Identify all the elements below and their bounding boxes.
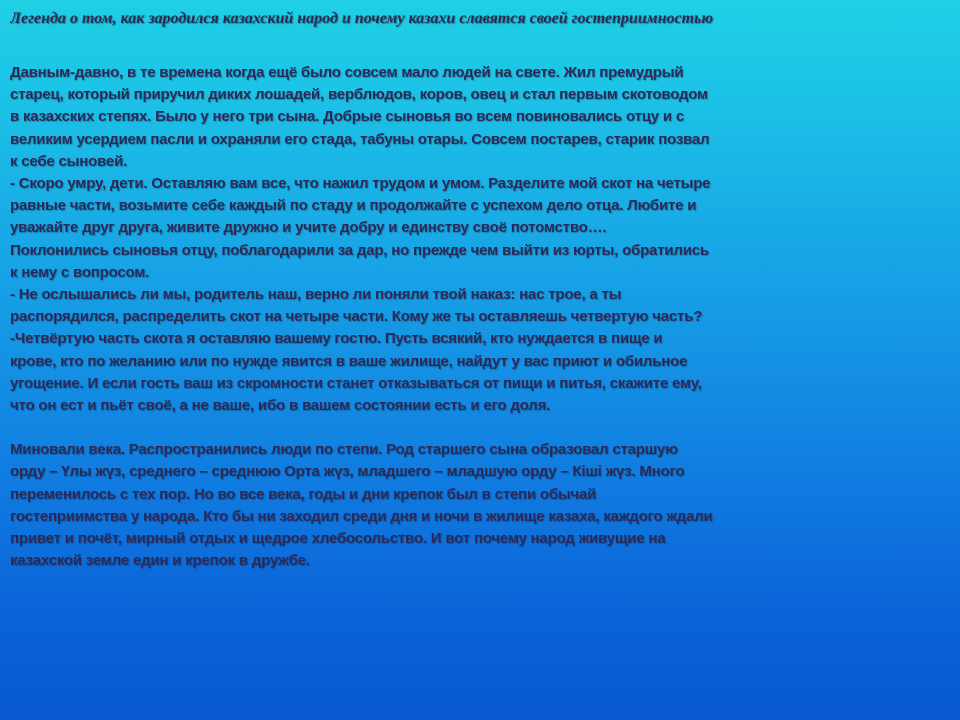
text-line: к себе сыновей. <box>10 152 128 170</box>
text-line: старец, который приручил диких лошадей, верблюдов, коров, овец и стал первым скотоводом <box>10 86 708 104</box>
text-line: угощение. И если гость ваш из скромности станет отказываться от пищи и питья, скажите ему, <box>10 374 702 392</box>
legend-text <box>10 62 945 572</box>
text-line: равные части, возьмите себе каждый по стаду и продолжайте с успехом дело отца. Любите и <box>10 197 697 215</box>
text-line: распорядился, распределить скот на четыре части. Кому же ты оставляешь четвертую часть? <box>10 308 703 326</box>
text-line: -Четвёртую часть скота я оставляю вашему гостю. Пусть всякий, кто нуждается в пище и <box>10 330 663 348</box>
text-line: привет и почёт, мирный отдых и щедрое хлебосольство. И вот почему народ живущие на <box>10 530 666 548</box>
text-line: крове, кто по желанию или по нужде явится в ваше жилище, найдут у вас приют и обильное <box>10 352 688 370</box>
slide-title: Легенда о том, как зародился казахский народ и почему казахи славятся своей гостеприимностью <box>10 10 714 27</box>
text-line: уважайте друг друга, живите дружно и учите добру и единству своё потомство…. <box>10 219 607 237</box>
paragraph-gap <box>10 417 945 439</box>
text-line: переменилось с тех пор. Но во все века, годы и дни крепок был в степи обычай <box>10 485 597 503</box>
paragraph-2 <box>10 439 945 572</box>
text-line: - Скоро умру, дети. Оставляю вам все, что нажил трудом и умом. Разделите мой скот на четыре <box>10 175 711 193</box>
text-line: казахской земле един и крепок в дружбе. <box>10 552 310 570</box>
text-line: - Не ослышались ли мы, родитель наш, верно ли поняли твой наказ: нас трое, а ты <box>10 286 622 304</box>
paragraph-1 <box>10 62 945 417</box>
text-line: Давным-давно, в те времена когда ещё было совсем мало людей на свете. Жил премудрый <box>10 64 684 81</box>
text-line: гостеприимства у народа. Кто бы ни заходил среди дня и ночи в жилище казаха, каждого ждали <box>10 507 713 525</box>
text-line: в казахских степях. Было у него три сына. Добрые сыновья во всем повиновались отцу и с <box>10 108 685 126</box>
text-line: Поклонились сыновья отцу, поблагодарили за дар, но прежде чем выйти из юрты, обратились <box>10 241 709 259</box>
text-line: орду – Үлы жүз, среднего – среднюю Орта жүз, младшего – младшую орду – Кіші жүз. Много <box>10 463 685 481</box>
text-line: что он ест и пьёт своё, а не ваше, ибо в вашем состоянии есть и его доля. <box>10 397 551 415</box>
text-line: Миновали века. Распространились люди по степи. Род старшего сына образовал старшую <box>10 441 678 459</box>
text-line: великим усердием пасли и охраняли его стада, табуны отары. Совсем постарев, старик позвал <box>10 130 710 148</box>
text-line: к нему с вопросом. <box>10 263 150 281</box>
